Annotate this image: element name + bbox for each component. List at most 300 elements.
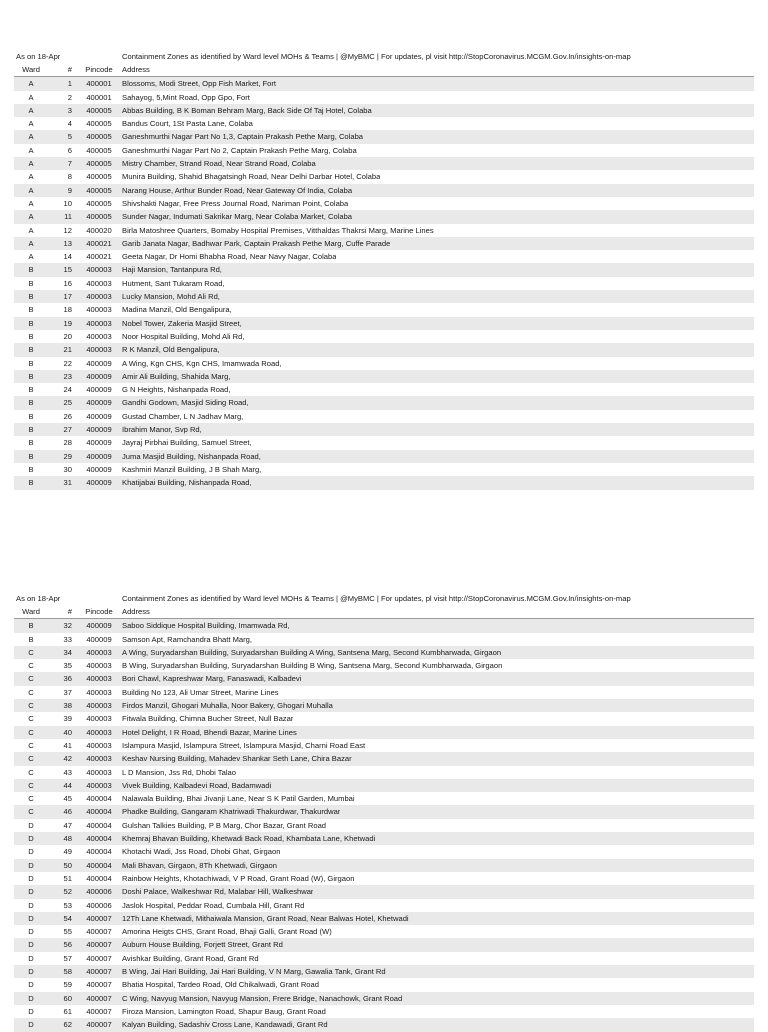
cell-number: 14 xyxy=(63,252,72,262)
cell-pincode: 400003 xyxy=(86,740,112,750)
header-address: Address xyxy=(122,65,150,74)
cell-number: 37 xyxy=(63,687,72,697)
cell-number: 35 xyxy=(63,661,72,671)
cell-number: 19 xyxy=(63,318,72,328)
cell-address: B Wing, Suryadarshan Building, Suryadarshan Building B Wing, Santsena Marg, Second Kumbharwada, Girgaon xyxy=(122,661,503,671)
table-row xyxy=(14,91,754,104)
cell-ward: D xyxy=(28,940,34,950)
table-row xyxy=(14,410,754,423)
cell-number: 25 xyxy=(63,398,72,408)
cell-ward: A xyxy=(28,132,34,142)
cell-number: 32 xyxy=(63,621,72,631)
table-row xyxy=(14,224,754,237)
cell-number: 29 xyxy=(63,451,72,461)
cell-ward: D xyxy=(28,967,34,977)
cell-number: 1 xyxy=(67,79,72,89)
cell-address: Samson Apt, Ramchandra Bhatt Marg, xyxy=(122,634,253,644)
header-ward: Ward xyxy=(22,607,40,616)
cell-address: Firdos Manzil, Ghogari Muhalla, Noor Bakery, Ghogari Muhalla xyxy=(122,701,333,711)
cell-ward: A xyxy=(28,105,34,115)
cell-ward: B xyxy=(28,305,34,315)
cell-number: 49 xyxy=(63,847,72,857)
cell-address: B Wing, Jai Hari Building, Jai Hari Building, V N Marg, Gawalia Tank, Grant Rd xyxy=(122,967,386,977)
table-row xyxy=(14,476,754,489)
cell-address: Garib Janata Nagar, Badhwar Park, Captain Prakash Pethe Marg, Cuffe Parade xyxy=(122,238,391,248)
cell-ward: D xyxy=(28,887,34,897)
cell-number: 22 xyxy=(63,358,72,368)
as-on-date: As on 18-Apr xyxy=(16,51,61,61)
cell-pincode: 400003 xyxy=(86,727,112,737)
cell-ward: D xyxy=(28,993,34,1003)
cell-ward: C xyxy=(28,687,34,697)
cell-pincode: 400004 xyxy=(86,847,112,857)
table-row xyxy=(14,117,754,130)
cell-ward: C xyxy=(28,647,34,657)
cell-pincode: 400004 xyxy=(86,873,112,883)
cell-ward: B xyxy=(28,425,34,435)
cell-pincode: 400009 xyxy=(86,621,112,631)
cell-pincode: 400007 xyxy=(86,1006,112,1016)
cell-ward: A xyxy=(28,119,34,129)
cell-address: Sahayog, 5,Mint Road, Opp Gpo, Fort xyxy=(122,92,250,102)
cell-number: 23 xyxy=(63,371,72,381)
cell-ward: C xyxy=(28,767,34,777)
cell-address: Gustad Chamber, L N Jadhav Marg, xyxy=(122,411,244,421)
cell-pincode: 400003 xyxy=(86,292,112,302)
header-address: Address xyxy=(122,607,150,616)
cell-address: Birla Matoshree Quarters, Bomaby Hospital Premises, Vitthaldas Thakrsi Marg, Marine Lines xyxy=(122,225,434,235)
cell-pincode: 400003 xyxy=(86,265,112,275)
table-row xyxy=(14,237,754,250)
cell-pincode: 400007 xyxy=(86,967,112,977)
table-row xyxy=(14,925,754,938)
table-row xyxy=(14,463,754,476)
cell-address: Hotel Delight, I R Road, Bhendi Bazar, Marine Lines xyxy=(122,727,297,737)
cell-pincode: 400005 xyxy=(86,185,112,195)
table-row xyxy=(14,965,754,978)
cell-pincode: 400003 xyxy=(86,780,112,790)
cell-number: 42 xyxy=(63,754,72,764)
cell-pincode: 400005 xyxy=(86,132,112,142)
table-row xyxy=(14,184,754,197)
cell-number: 4 xyxy=(67,119,72,129)
cell-address: Auburn House Building, Forjett Street, Grant Rd xyxy=(122,940,283,950)
table-row xyxy=(14,330,754,343)
table-row xyxy=(14,739,754,752)
cell-number: 7 xyxy=(67,159,72,169)
cell-pincode: 400003 xyxy=(86,767,112,777)
table-row xyxy=(14,423,754,436)
cell-address: Gulshan Talkies Building, P B Marg, Chor Bazar, Grant Road xyxy=(122,820,327,830)
cell-address: Khatijabai Building, Nishanpada Road, xyxy=(122,478,252,488)
cell-address: Khemraj Bhavan Building, Khetwadi Back Road, Khambata Lane, Khetwadi xyxy=(122,834,376,844)
cell-ward: A xyxy=(28,198,34,208)
cell-address: Mistry Chamber, Strand Road, Near Strand Road, Colaba xyxy=(122,159,316,169)
cell-address: Geeta Nagar, Dr Homi Bhabha Road, Near Navy Nagar, Colaba xyxy=(122,252,337,262)
cell-ward: A xyxy=(28,172,34,182)
table-row xyxy=(14,370,754,383)
cell-pincode: 400007 xyxy=(86,927,112,937)
cell-address: Building No 123, Ali Umar Street, Marine Lines xyxy=(122,687,279,697)
cell-number: 15 xyxy=(63,265,72,275)
table-header-row xyxy=(14,63,754,77)
cell-number: 12 xyxy=(63,225,72,235)
cell-ward: A xyxy=(28,238,34,248)
header-ward: Ward xyxy=(22,65,40,74)
cell-address: Juma Masjid Building, Nishanpada Road, xyxy=(122,451,261,461)
table-row xyxy=(14,952,754,965)
cell-ward: D xyxy=(28,980,34,990)
table-row xyxy=(14,1005,754,1018)
cell-ward: C xyxy=(28,661,34,671)
cell-number: 48 xyxy=(63,834,72,844)
cell-address: Madina Manzil, Old Bengalipura, xyxy=(122,305,232,315)
cell-pincode: 400003 xyxy=(86,714,112,724)
cell-number: 50 xyxy=(63,860,72,870)
cell-address: Sunder Nagar, Indumati Sakrikar Marg, Near Colaba Market, Colaba xyxy=(122,212,353,222)
table-row xyxy=(14,686,754,699)
cell-ward: C xyxy=(28,740,34,750)
cell-address: Kalyan Building, Sadashiv Cross Lane, Kandawadi, Grant Rd xyxy=(122,1020,328,1030)
table-row xyxy=(14,170,754,183)
table-row xyxy=(14,633,754,646)
cell-number: 56 xyxy=(63,940,72,950)
cell-address: Noor Hospital Building, Mohd Ali Rd, xyxy=(122,331,245,341)
cell-ward: B xyxy=(28,438,34,448)
cell-ward: B xyxy=(28,358,34,368)
table-row xyxy=(14,938,754,951)
cell-pincode: 400009 xyxy=(86,478,112,488)
cell-ward: B xyxy=(28,345,34,355)
cell-ward: B xyxy=(28,331,34,341)
table-row xyxy=(14,819,754,832)
table-row xyxy=(14,712,754,725)
cell-ward: C xyxy=(28,780,34,790)
containment-table-sheet-2 xyxy=(14,592,754,1032)
cell-pincode: 400003 xyxy=(86,687,112,697)
table-row xyxy=(14,144,754,157)
cell-ward: A xyxy=(28,212,34,222)
cell-ward: B xyxy=(28,278,34,288)
sheet-meta-row xyxy=(14,592,754,605)
cell-ward: D xyxy=(28,900,34,910)
cell-address: Rainbow Heights, Khotachiwadi, V P Road, Grant Road (W), Girgaon xyxy=(122,873,355,883)
cell-address: Lucky Mansion, Mohd Ali Rd, xyxy=(122,292,220,302)
cell-number: 6 xyxy=(67,145,72,155)
cell-number: 52 xyxy=(63,887,72,897)
table-row xyxy=(14,317,754,330)
cell-number: 62 xyxy=(63,1020,72,1030)
cell-pincode: 400004 xyxy=(86,834,112,844)
cell-ward: D xyxy=(28,873,34,883)
cell-ward: C xyxy=(28,701,34,711)
cell-pincode: 400003 xyxy=(86,318,112,328)
cell-address: L D Mansion, Jss Rd, Dhobi Talao xyxy=(122,767,236,777)
cell-ward: C xyxy=(28,807,34,817)
cell-ward: C xyxy=(28,794,34,804)
header-number: # xyxy=(67,65,72,74)
cell-address: Fitwala Building, Chimna Bucher Street, Null Bazar xyxy=(122,714,294,724)
cell-number: 24 xyxy=(63,385,72,395)
cell-address: G N Heights, Nishanpada Road, xyxy=(122,385,231,395)
cell-number: 54 xyxy=(63,913,72,923)
table-row xyxy=(14,197,754,210)
cell-address: R K Manzil, Old Bengalipura, xyxy=(122,345,220,355)
cell-number: 44 xyxy=(63,780,72,790)
cell-address: Nalawala Building, Bhai Jivanji Lane, Near S K Patil Garden, Mumbai xyxy=(122,794,355,804)
cell-ward: B xyxy=(28,318,34,328)
header-pincode: Pincode xyxy=(85,607,113,616)
table-row xyxy=(14,263,754,276)
cell-pincode: 400003 xyxy=(86,661,112,671)
cell-number: 43 xyxy=(63,767,72,777)
cell-pincode: 400009 xyxy=(86,634,112,644)
table-row xyxy=(14,885,754,898)
cell-pincode: 400001 xyxy=(86,92,112,102)
table-row xyxy=(14,766,754,779)
cell-ward: B xyxy=(28,292,34,302)
cell-pincode: 400007 xyxy=(86,940,112,950)
cell-pincode: 400009 xyxy=(86,411,112,421)
cell-number: 30 xyxy=(63,464,72,474)
cell-number: 2 xyxy=(67,92,72,102)
cell-number: 53 xyxy=(63,900,72,910)
cell-ward: D xyxy=(28,820,34,830)
cell-number: 5 xyxy=(67,132,72,142)
cell-ward: D xyxy=(28,860,34,870)
table-row xyxy=(14,104,754,117)
table-row xyxy=(14,619,754,632)
cell-number: 31 xyxy=(63,478,72,488)
table-row xyxy=(14,290,754,303)
cell-ward: B xyxy=(28,464,34,474)
cell-number: 21 xyxy=(63,345,72,355)
cell-ward: B xyxy=(28,371,34,381)
cell-number: 38 xyxy=(63,701,72,711)
cell-address: Nobel Tower, Zakeria Masjid Street, xyxy=(122,318,242,328)
cell-pincode: 400009 xyxy=(86,358,112,368)
cell-number: 34 xyxy=(63,647,72,657)
cell-pincode: 400020 xyxy=(86,225,112,235)
cell-pincode: 400004 xyxy=(86,807,112,817)
cell-pincode: 400009 xyxy=(86,398,112,408)
cell-number: 61 xyxy=(63,1006,72,1016)
cell-number: 47 xyxy=(63,820,72,830)
cell-address: Amir Ali Building, Shahida Marg, xyxy=(122,371,231,381)
cell-pincode: 400005 xyxy=(86,145,112,155)
cell-pincode: 400004 xyxy=(86,820,112,830)
cell-ward: B xyxy=(28,385,34,395)
cell-ward: C xyxy=(28,674,34,684)
cell-ward: D xyxy=(28,847,34,857)
cell-number: 28 xyxy=(63,438,72,448)
table-row xyxy=(14,1018,754,1031)
cell-pincode: 400005 xyxy=(86,172,112,182)
cell-pincode: 400021 xyxy=(86,238,112,248)
table-row xyxy=(14,832,754,845)
table-row xyxy=(14,277,754,290)
cell-address: Jayraj Pirbhai Building, Samuel Street, xyxy=(122,438,252,448)
table-row xyxy=(14,130,754,143)
cell-address: Mali Bhavan, Girgaon, 8Th Khetwadi, Girgaon xyxy=(122,860,277,870)
cell-number: 39 xyxy=(63,714,72,724)
table-row xyxy=(14,859,754,872)
cell-address: Narang House, Arthur Bunder Road, Near Gateway Of India, Colaba xyxy=(122,185,353,195)
cell-pincode: 400003 xyxy=(86,305,112,315)
cell-number: 8 xyxy=(67,172,72,182)
cell-number: 9 xyxy=(67,185,72,195)
table-row xyxy=(14,357,754,370)
cell-number: 18 xyxy=(63,305,72,315)
cell-pincode: 400007 xyxy=(86,1020,112,1030)
cell-number: 57 xyxy=(63,953,72,963)
table-row xyxy=(14,992,754,1005)
cell-address: Doshi Palace, Walkeshwar Rd, Malabar Hill, Walkeshwar xyxy=(122,887,314,897)
cell-pincode: 400006 xyxy=(86,887,112,897)
cell-ward: A xyxy=(28,145,34,155)
cell-number: 10 xyxy=(63,198,72,208)
table-body xyxy=(14,77,754,489)
cell-address: Hutment, Sant Tukaram Road, xyxy=(122,278,225,288)
cell-address: Vivek Building, Kalbadevi Road, Badamwadi xyxy=(122,780,272,790)
table-row xyxy=(14,872,754,885)
cell-address: Abbas Building, B K Boman Behram Marg, Back Side Of Taj Hotel, Colaba xyxy=(122,105,372,115)
cell-pincode: 400021 xyxy=(86,252,112,262)
table-row xyxy=(14,978,754,991)
cell-ward: B xyxy=(28,621,34,631)
table-row xyxy=(14,383,754,396)
cell-number: 40 xyxy=(63,727,72,737)
cell-address: Amorina Heigts CHS, Grant Road, Bhaji Galli, Grant Road (W) xyxy=(122,927,332,937)
cell-address: Saboo Siddique Hospital Building, Imamwada Rd, xyxy=(122,621,290,631)
cell-pincode: 400007 xyxy=(86,953,112,963)
cell-pincode: 400006 xyxy=(86,900,112,910)
table-body xyxy=(14,619,754,1031)
cell-number: 27 xyxy=(63,425,72,435)
sheet-meta-row xyxy=(14,50,754,63)
table-row xyxy=(14,845,754,858)
cell-number: 59 xyxy=(63,980,72,990)
as-on-date: As on 18-Apr xyxy=(16,593,61,603)
table-row xyxy=(14,672,754,685)
cell-address: A Wing, Kgn CHS, Kgn CHS, Imamwada Road, xyxy=(122,358,282,368)
table-row xyxy=(14,899,754,912)
cell-number: 55 xyxy=(63,927,72,937)
cell-ward: B xyxy=(28,478,34,488)
cell-pincode: 400003 xyxy=(86,701,112,711)
table-row xyxy=(14,726,754,739)
table-row xyxy=(14,779,754,792)
table-row xyxy=(14,303,754,316)
header-pincode: Pincode xyxy=(85,65,113,74)
cell-ward: A xyxy=(28,79,34,89)
header-number: # xyxy=(67,607,72,616)
cell-address: Bandus Court, 1St Pasta Lane, Colaba xyxy=(122,119,253,129)
cell-pincode: 400003 xyxy=(86,278,112,288)
cell-address: Ganeshmurthi Nagar Part No 2, Captain Prakash Pethe Marg, Colaba xyxy=(122,145,357,155)
cell-ward: D xyxy=(28,1020,34,1030)
table-row xyxy=(14,912,754,925)
cell-pincode: 400009 xyxy=(86,385,112,395)
cell-pincode: 400009 xyxy=(86,451,112,461)
cell-pincode: 400003 xyxy=(86,345,112,355)
cell-address: Kashmiri Manzil Building, J B Shah Marg, xyxy=(122,464,262,474)
cell-number: 46 xyxy=(63,807,72,817)
cell-ward: A xyxy=(28,92,34,102)
cell-pincode: 400004 xyxy=(86,794,112,804)
cell-pincode: 400005 xyxy=(86,159,112,169)
table-row xyxy=(14,396,754,409)
table-caption: Containment Zones as identified by Ward level MOHs & Teams | @MyBMC | For updates, pl visit http://StopCoronavirus.MCGM.Gov.In/insights-on-map xyxy=(122,51,631,61)
cell-pincode: 400005 xyxy=(86,119,112,129)
cell-ward: D xyxy=(28,913,34,923)
cell-pincode: 400007 xyxy=(86,980,112,990)
cell-ward: A xyxy=(28,225,34,235)
cell-number: 36 xyxy=(63,674,72,684)
cell-address: A Wing, Suryadarshan Building, Suryadarshan Building A Wing, Santsena Marg, Second Kumbharwada, Girgaon xyxy=(122,647,502,657)
table-row xyxy=(14,210,754,223)
cell-number: 20 xyxy=(63,331,72,341)
cell-pincode: 400003 xyxy=(86,754,112,764)
table-row xyxy=(14,752,754,765)
cell-number: 58 xyxy=(63,967,72,977)
table-caption: Containment Zones as identified by Ward level MOHs & Teams | @MyBMC | For updates, pl visit http://StopCoronavirus.MCGM.Gov.In/insights-on-map xyxy=(122,593,631,603)
cell-number: 51 xyxy=(63,873,72,883)
cell-ward: B xyxy=(28,398,34,408)
cell-pincode: 400007 xyxy=(86,993,112,1003)
table-row xyxy=(14,450,754,463)
table-row xyxy=(14,646,754,659)
cell-address: 12Th Lane Khetwadi, Mithaiwala Mansion, Grant Road, Near Balwas Hotel, Khetwadi xyxy=(122,913,409,923)
cell-number: 11 xyxy=(64,212,72,222)
cell-ward: B xyxy=(28,265,34,275)
cell-address: Keshav Nursing Building, Mahadev Shankar Seth Lane, Chira Bazar xyxy=(122,754,352,764)
table-row xyxy=(14,157,754,170)
cell-address: Blossoms, Modi Street, Opp Fish Market, Fort xyxy=(122,79,277,89)
table-row xyxy=(14,659,754,672)
cell-pincode: 400003 xyxy=(86,674,112,684)
cell-pincode: 400003 xyxy=(86,647,112,657)
cell-pincode: 400005 xyxy=(86,198,112,208)
table-row xyxy=(14,77,754,90)
cell-address: Munira Building, Shahid Bhagatsingh Road, Near Delhi Darbar Hotel, Colaba xyxy=(122,172,381,182)
cell-ward: A xyxy=(28,159,34,169)
cell-pincode: 400009 xyxy=(86,425,112,435)
cell-address: Ibrahim Manor, Svp Rd, xyxy=(122,425,202,435)
cell-number: 17 xyxy=(63,292,72,302)
table-row xyxy=(14,250,754,263)
cell-number: 60 xyxy=(63,993,72,1003)
cell-address: Avishkar Building, Grant Road, Grant Rd xyxy=(122,953,259,963)
cell-address: Gandhi Godown, Masjid Siding Road, xyxy=(122,398,249,408)
cell-ward: C xyxy=(28,754,34,764)
cell-number: 26 xyxy=(63,411,72,421)
cell-number: 3 xyxy=(67,105,72,115)
cell-pincode: 400004 xyxy=(86,860,112,870)
cell-address: Bori Chawl, Kapreshwar Marg, Fanaswadi, Kalbadevi xyxy=(122,674,302,684)
cell-ward: D xyxy=(28,927,34,937)
cell-number: 33 xyxy=(63,634,72,644)
cell-ward: B xyxy=(28,411,34,421)
cell-number: 45 xyxy=(63,794,72,804)
cell-pincode: 400009 xyxy=(86,371,112,381)
cell-ward: C xyxy=(28,714,34,724)
containment-table-sheet-1 xyxy=(14,50,754,490)
cell-pincode: 400003 xyxy=(86,331,112,341)
cell-ward: D xyxy=(28,953,34,963)
cell-address: C Wing, Navyug Mansion, Navyug Mansion, Frere Bridge, Nanachowk, Grant Road xyxy=(122,993,403,1003)
table-row xyxy=(14,792,754,805)
